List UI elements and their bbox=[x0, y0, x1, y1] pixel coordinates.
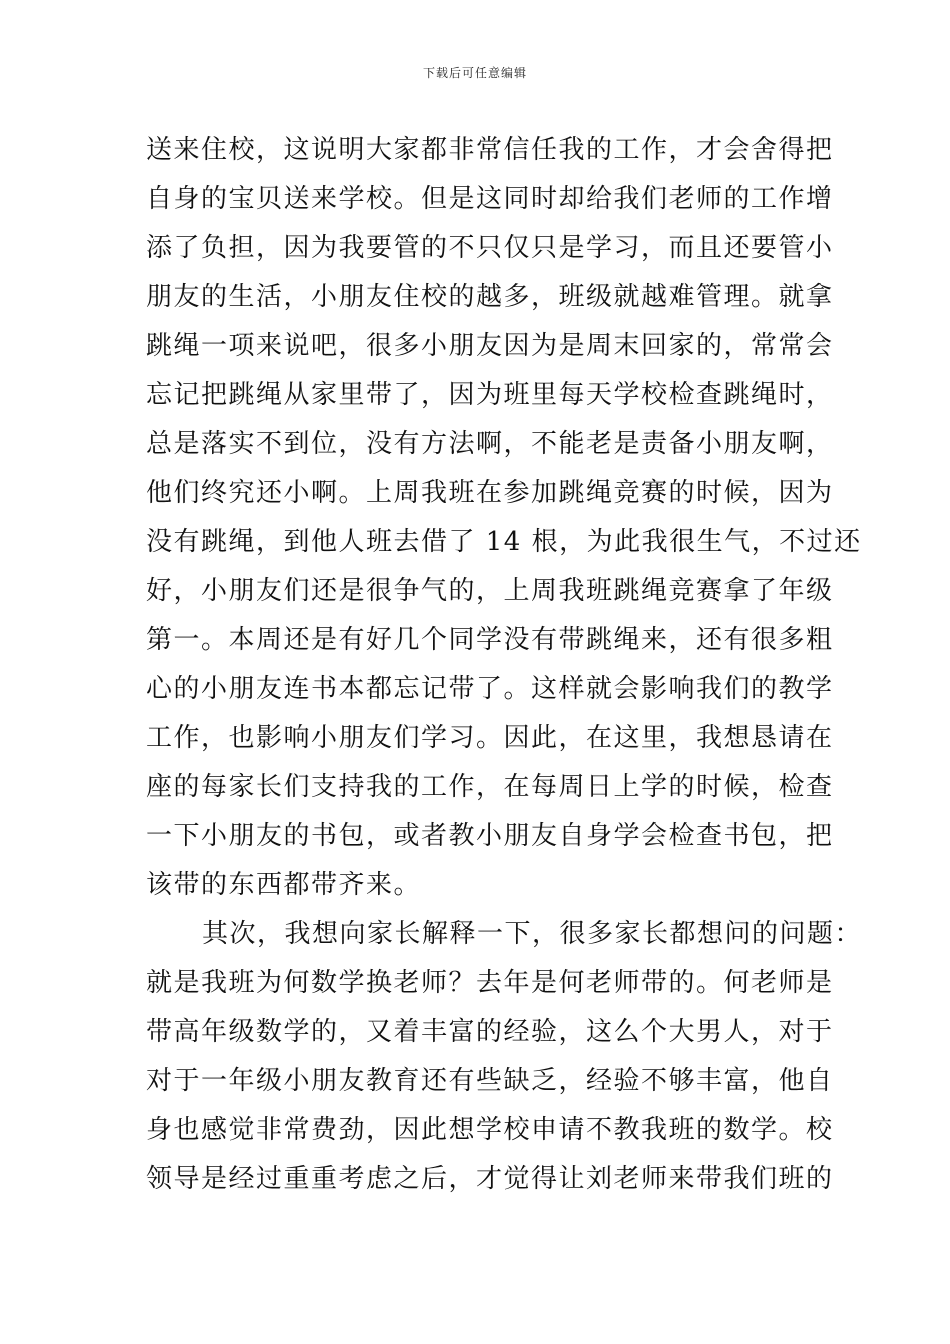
text-line: 该带的东西都带齐来。 bbox=[146, 870, 422, 900]
text-line: 身也感觉非常费劲，因此想学校申请不教我班的数学。校 bbox=[146, 1115, 834, 1145]
paragraph-start-line: 其次，我想向家长解释一下，很多家长都想问的问题： bbox=[202, 919, 863, 949]
text-line: 座的每家长们支持我的工作，在每周日上学的时候，检查 bbox=[146, 772, 834, 802]
text-line: 好，小朋友们还是很争气的，上周我班跳绳竞赛拿了年级 bbox=[146, 576, 834, 606]
text-line: 就是我班为何数学换老师？去年是何老师带的。何老师是 bbox=[146, 968, 834, 998]
text-line: 领导是经过重重考虑之后，才觉得让刘老师来带我们班的 bbox=[146, 1164, 834, 1194]
text-line: 朋友的生活，小朋友住校的越多，班级就越难管理。就拿 bbox=[146, 282, 834, 312]
text-line: 带高年级数学的，又着丰富的经验，这么个大男人，对于 bbox=[146, 1017, 834, 1047]
text-line: 心的小朋友连书本都忘记带了。这样就会影响我们的教学 bbox=[146, 674, 834, 704]
text-line: 第一。本周还是有好几个同学没有带跳绳来，还有很多粗 bbox=[146, 625, 834, 655]
text-line: 自身的宝贝送来学校。但是这同时却给我们老师的工作增 bbox=[146, 184, 834, 214]
text-line: 送来住校，这说明大家都非常信任我的工作，才会舍得把 bbox=[146, 135, 834, 165]
text-line: 添了负担，因为我要管的不只仅只是学习，而且还要管小 bbox=[146, 233, 834, 263]
text-line: 一下小朋友的书包，或者教小朋友自身学会检查书包，把 bbox=[146, 821, 834, 851]
text-line: 没有跳绳，到他人班去借了 14 根，为此我很生气，不过还 bbox=[146, 527, 862, 557]
text-line: 跳绳一项来说吧，很多小朋友因为是周末回家的，常常会 bbox=[146, 331, 834, 361]
text-line: 忘记把跳绳从家里带了，因为班里每天学校检查跳绳时， bbox=[146, 380, 834, 410]
text-line: 他们终究还小啊。上周我班在参加跳绳竞赛的时候，因为 bbox=[146, 478, 834, 508]
document-body bbox=[146, 126, 863, 1204]
page-header: 下载后可任意编辑 bbox=[422, 66, 527, 80]
text-line: 总是落实不到位，没有方法啊，不能老是责备小朋友啊， bbox=[146, 429, 834, 459]
text-line: 对于一年级小朋友教育还有些缺乏，经验不够丰富，他自 bbox=[146, 1066, 834, 1096]
text-line: 工作，也影响小朋友们学习。因此，在这里，我想恳请在 bbox=[146, 723, 834, 753]
